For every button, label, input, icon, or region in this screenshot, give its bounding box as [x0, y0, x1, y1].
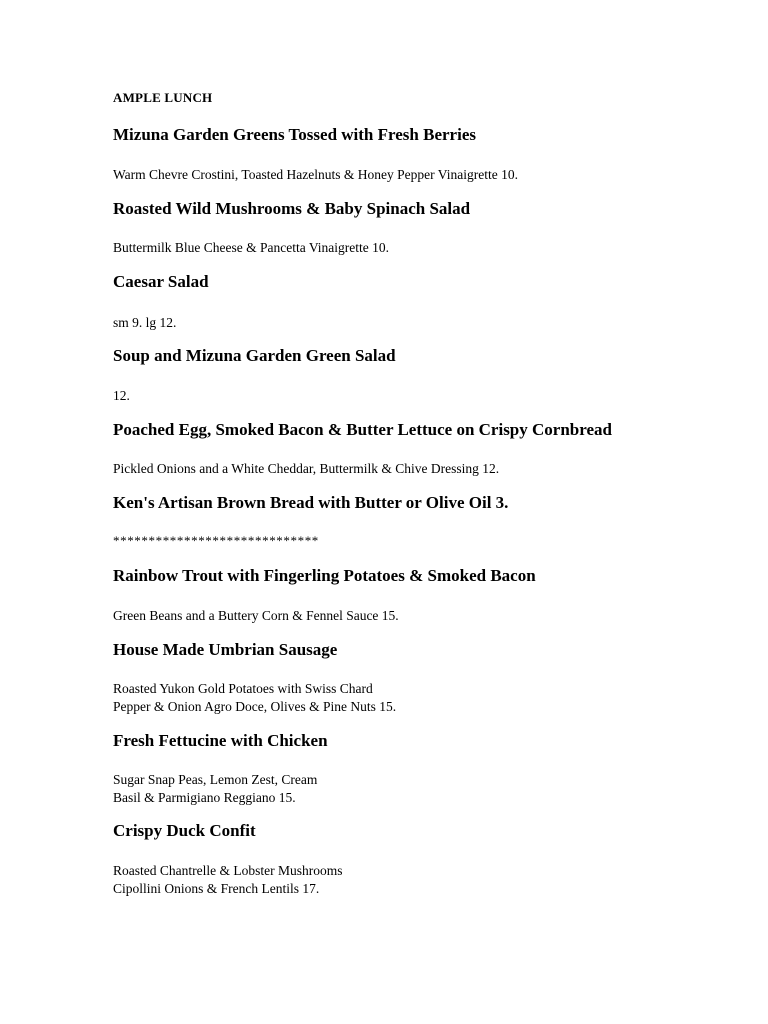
- menu-title: AMPLE LUNCH: [113, 90, 213, 105]
- menu-item-description: Basil & Parmigiano Reggiano 15.: [113, 790, 296, 805]
- menu-item-name: Crispy Duck Confit: [113, 821, 256, 840]
- menu-item-description: Pickled Onions and a White Cheddar, Buttermilk & Chive Dressing 12.: [113, 461, 500, 476]
- menu-item-description: Warm Chevre Crostini, Toasted Hazelnuts & Honey Pepper Vinaigrette 10.: [113, 167, 518, 182]
- menu-item-description: 12.: [113, 388, 130, 403]
- menu-item-description: Roasted Yukon Gold Potatoes with Swiss Chard: [113, 681, 373, 696]
- menu-item-name: Caesar Salad: [113, 272, 209, 291]
- menu-item-name: Fresh Fettucine with Chicken: [113, 731, 328, 750]
- menu-item-description: Green Beans and a Buttery Corn & Fennel Sauce 15.: [113, 608, 399, 623]
- menu-item-name: Roasted Wild Mushrooms & Baby Spinach Salad: [113, 199, 471, 218]
- menu-item-description: sm 9. lg 12.: [113, 315, 177, 330]
- menu-item-description: Buttermilk Blue Cheese & Pancetta Vinaigrette 10.: [113, 240, 389, 255]
- section-separator: *****************************: [113, 533, 319, 548]
- menu-item-name: Ken's Artisan Brown Bread with Butter or Olive Oil 3.: [113, 493, 509, 512]
- menu-item-description: Pepper & Onion Agro Doce, Olives & Pine Nuts 15.: [113, 699, 397, 714]
- menu-item-name: Rainbow Trout with Fingerling Potatoes & Smoked Bacon: [113, 566, 536, 585]
- menu-item-description: Cipollini Onions & French Lentils 17.: [113, 881, 320, 896]
- menu-item-name: Mizuna Garden Greens Tossed with Fresh Berries: [113, 125, 476, 144]
- menu-item-description: Roasted Chantrelle & Lobster Mushrooms: [113, 863, 343, 878]
- menu-item-name: House Made Umbrian Sausage: [113, 640, 338, 659]
- menu-item-description: Sugar Snap Peas, Lemon Zest, Cream: [113, 772, 318, 787]
- menu-item-name: Poached Egg, Smoked Bacon & Butter Lettuce on Crispy Cornbread: [113, 420, 612, 439]
- menu-item-name: Soup and Mizuna Garden Green Salad: [113, 346, 396, 365]
